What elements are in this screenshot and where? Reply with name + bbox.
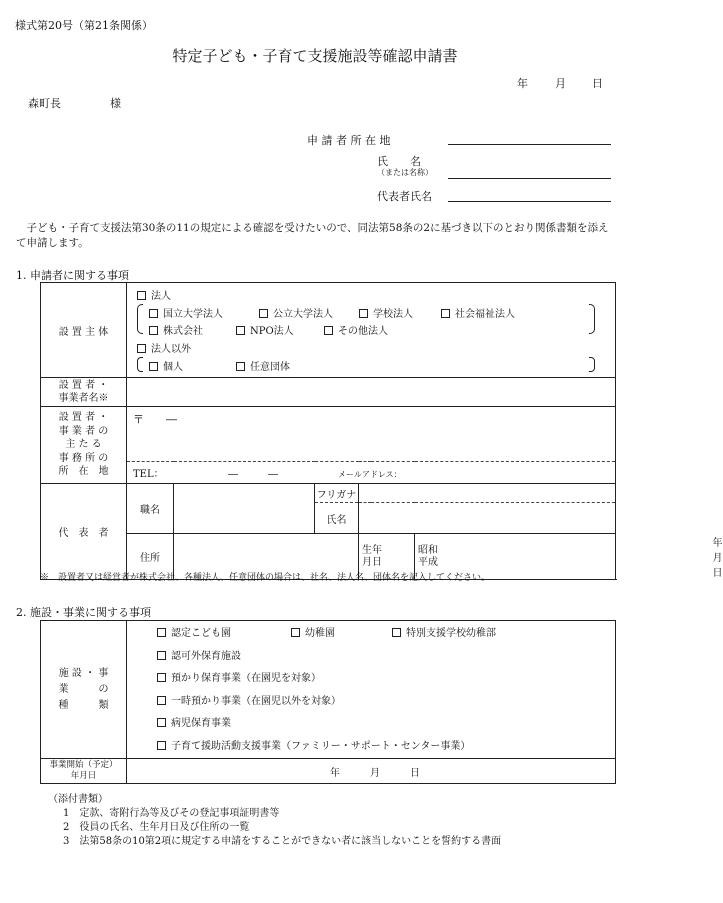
facility-type-options xyxy=(127,621,616,759)
establisher-label: 設 置 主 体 xyxy=(41,283,127,378)
applicant-name-field[interactable] xyxy=(448,178,611,179)
corp-row2: 株式会社 NPO法人 その他法人 xyxy=(149,322,388,337)
non-corp-types: 個人 任意団体 xyxy=(137,355,615,372)
corp-option[interactable]: 法人 xyxy=(137,287,615,302)
establisher-options xyxy=(127,283,616,378)
applicant-name-label: 氏 名 xyxy=(377,155,421,168)
tel-email-row[interactable]: TEL： ― ― メールアドレス： xyxy=(127,462,616,484)
non-corp-checkbox[interactable] xyxy=(137,344,146,353)
section2-heading: 2. 施設・事業に関する事項 xyxy=(16,606,151,619)
facility-item[interactable]: 病児保育事業 xyxy=(157,713,615,736)
applicant-address-field[interactable] xyxy=(448,144,611,145)
birth-label: 生年 月日 xyxy=(359,534,415,580)
furigana-field[interactable] xyxy=(359,484,616,503)
non-corp-option[interactable]: 法人以外 xyxy=(137,340,615,355)
postal-field[interactable]: 〒 ― xyxy=(127,407,616,462)
date-day: 日 xyxy=(592,77,603,90)
section1-heading: 1. 申請者に関する事項 xyxy=(16,269,129,282)
corp-checkbox[interactable] xyxy=(137,291,146,300)
page-title: 特定子ども・子育て支援施設等確認申請書 xyxy=(172,47,458,65)
facility-row1: 認定こども園 幼稚園 特別支援学校幼稚部 xyxy=(157,623,615,646)
facility-item[interactable]: 預かり保育事業（在園児を対象） xyxy=(157,668,615,691)
attachment-item: 2 役員の氏名、生年月日及び住所の一覧 xyxy=(63,822,250,833)
date-month: 月 xyxy=(555,77,566,90)
facility-type-label: 施 設 ・ 事 業 の 種 類 xyxy=(41,621,127,759)
start-date-field[interactable]: 年 月 日 xyxy=(127,759,616,784)
facility-item[interactable]: 認可外保育施設 xyxy=(157,646,615,669)
office-address-label: 設 置 者 ・ 事 業 者 の 主 た る 事 務 所 の 所 在 地 xyxy=(41,407,127,484)
establisher-name-field[interactable] xyxy=(127,378,616,407)
corp-row1: 国立大学法人 公立大学法人 学校法人 社会福祉法人 xyxy=(149,305,515,320)
applicant-table: 設 置 主 体 法人 国立大学法人 公立大学法人 学校法人 社会福祉法人 株式会社 NPO法人 その他法人 法人以外 個人 任意団体 設 置 者 ・ 事業者名※ 設 置 者 ・ 事 業 者 の 主 た る 事 務 所 の 所 在 地 〒 ― TEL： ― ― メールアドレス： 代 表 者 職名 フリガナ 氏名 住所 生年 月日 昭和 平成 年 月 日 xyxy=(40,282,616,580)
applicant-name-sub: （または名称） xyxy=(377,168,433,177)
start-date-label: 事業開始（予定） 年月日 xyxy=(41,759,127,784)
facility-item[interactable]: 子育て援助活動支援事業（ファミリー・サポート・センター事業） xyxy=(157,736,615,759)
date-year: 年 xyxy=(517,77,528,90)
attachment-item: 3 法第58条の10第2項に規定する申請をすることができない者に該当しないことを誓約する書面 xyxy=(63,836,502,847)
era-label: 昭和 平成 xyxy=(415,534,616,580)
attachments-heading: （添付書類） xyxy=(48,794,108,805)
furigana-label: フリガナ xyxy=(315,484,359,503)
applicant-address-label: 申 請 者 所 在 地 xyxy=(307,134,391,147)
position-field[interactable] xyxy=(174,484,315,534)
section1-note: ※ 設置者又は経営者が株式会社、各種法人、任意団体の場合は、社名、法人名、団体名を記入してください。 xyxy=(40,573,491,583)
rep-label: 代 表 者 xyxy=(41,484,127,580)
corp-types xyxy=(137,304,615,340)
intro-text: 子ども・子育て支援法第30条の11の規定による確認を受けたいので、同法第58条の2に基づき以下のとおり関係書類を添えて申請します。 xyxy=(16,222,609,249)
attachment-item: 1 定款、寄附行為等及びその登記事項証明書等 xyxy=(63,808,280,819)
applicant-rep-label: 代表者氏名 xyxy=(377,190,432,203)
form-number: 様式第20号（第21条関係） xyxy=(15,19,153,32)
addressee-honorific: 様 xyxy=(110,97,121,110)
facility-table xyxy=(40,620,616,784)
address-label: 住所 xyxy=(127,534,174,580)
person-name-label: 氏名 xyxy=(315,503,359,534)
applicant-rep-field[interactable] xyxy=(448,201,611,202)
facility-item[interactable]: 一時預かり事業（在園児以外を対象） xyxy=(157,691,615,714)
addressee-name: 森町長 xyxy=(28,97,61,110)
position-label: 職名 xyxy=(127,484,174,534)
establisher-name-label: 設 置 者 ・ 事業者名※ xyxy=(41,378,127,407)
person-name-field[interactable] xyxy=(359,503,616,534)
